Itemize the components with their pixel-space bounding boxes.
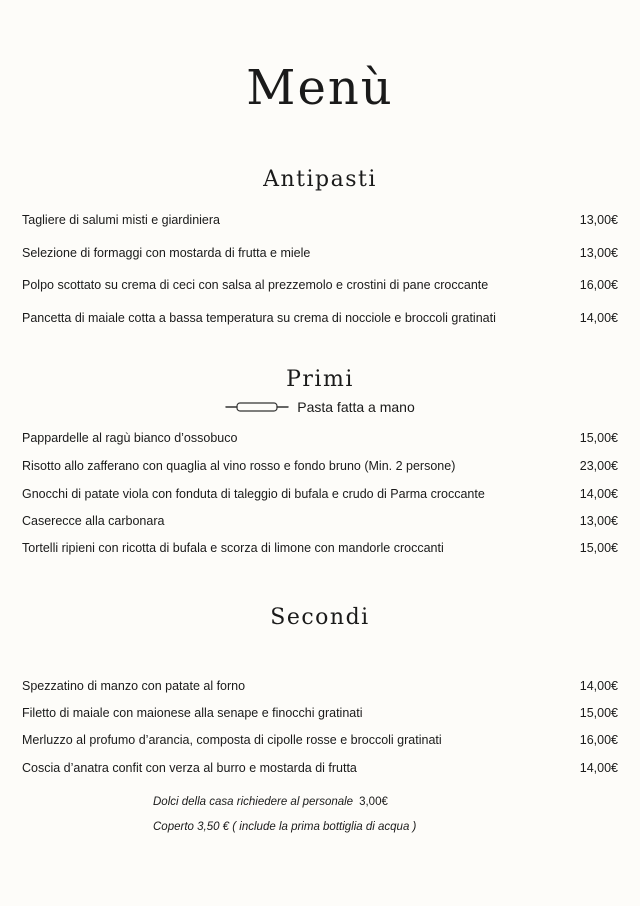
- list-item: [22, 678, 618, 694]
- rolling-pin-icon: [225, 401, 289, 413]
- list-item: [22, 540, 618, 556]
- list-item: [22, 245, 618, 261]
- dish-price: 13,00€: [579, 246, 618, 260]
- dish-price: 15,00€: [579, 706, 618, 720]
- dish-name: Tortelli ripieni con ricotta di bufala e scorza di limone con mandorle croccanti: [22, 541, 444, 555]
- dish-name: Selezione di formaggi con mostarda di frutta e miele: [22, 246, 311, 260]
- dish-price: 14,00€: [579, 679, 618, 693]
- dish-price: 14,00€: [579, 761, 618, 775]
- dish-name: Merluzzo al profumo d’arancia, composta di cipolle rosse e broccoli gratinati: [22, 733, 442, 747]
- dish-price: 15,00€: [579, 431, 618, 445]
- section-title-antipasti: Antipasti: [263, 167, 377, 192]
- section-subtitle: [0, 398, 640, 416]
- dish-price: 16,00€: [579, 278, 618, 292]
- dish-name: Caserecce alla carbonara: [22, 514, 165, 528]
- list-item: [22, 458, 618, 474]
- list-item: [22, 705, 618, 721]
- dish-price: 13,00€: [579, 514, 618, 528]
- list-item: [22, 732, 618, 748]
- section-title-secondi: Secondi: [270, 605, 370, 630]
- list-item: [22, 277, 618, 293]
- dish-name: Spezzatino di manzo con patate al forno: [22, 679, 246, 693]
- list-item: [22, 513, 618, 529]
- list-item: [22, 212, 618, 228]
- dish-name: Filetto di maiale con maionese alla senape e finocchi gratinati: [22, 706, 363, 720]
- dish-name: Pancetta di maiale cotta a bassa temperatura su crema di nocciole e broccoli gratinati: [22, 311, 496, 325]
- pasta-subtitle: Pasta fatta a mano: [297, 399, 415, 415]
- page-title: Menù: [246, 60, 394, 116]
- dish-name: Coscia d’anatra confit con verza al burro e mostarda di frutta: [22, 761, 357, 775]
- dolci-note-price: 3,00€: [359, 796, 388, 808]
- dish-name: Tagliere di salumi misti e giardiniera: [22, 213, 220, 227]
- list-item: [22, 310, 618, 326]
- dish-price: 14,00€: [579, 311, 618, 325]
- dish-price: 16,00€: [579, 733, 618, 747]
- dolci-note: [153, 795, 388, 810]
- dish-name: Polpo scottato su crema di ceci con salsa al prezzemolo e crostini di pane croccante: [22, 278, 489, 292]
- list-item: [22, 760, 618, 776]
- section-title-primi: Primi: [286, 367, 354, 392]
- dolci-note-text: Dolci della casa richiedere al personale: [153, 796, 354, 808]
- dish-name: Pappardelle al ragù bianco d’ossobuco: [22, 431, 238, 445]
- dish-name: Risotto allo zafferano con quaglia al vino rosso e fondo bruno (Min. 2 persone): [22, 459, 456, 473]
- dish-price: 13,00€: [579, 213, 618, 227]
- list-item: [22, 486, 618, 502]
- dish-price: 15,00€: [579, 541, 618, 555]
- coperto-note: Coperto 3,50 € ( include la prima bottiglia di acqua ): [153, 821, 417, 833]
- dish-price: 14,00€: [579, 487, 618, 501]
- dish-price: 23,00€: [579, 459, 618, 473]
- dish-name: Gnocchi di patate viola con fonduta di taleggio di bufala e crudo di Parma croccante: [22, 487, 485, 501]
- list-item: [22, 430, 618, 446]
